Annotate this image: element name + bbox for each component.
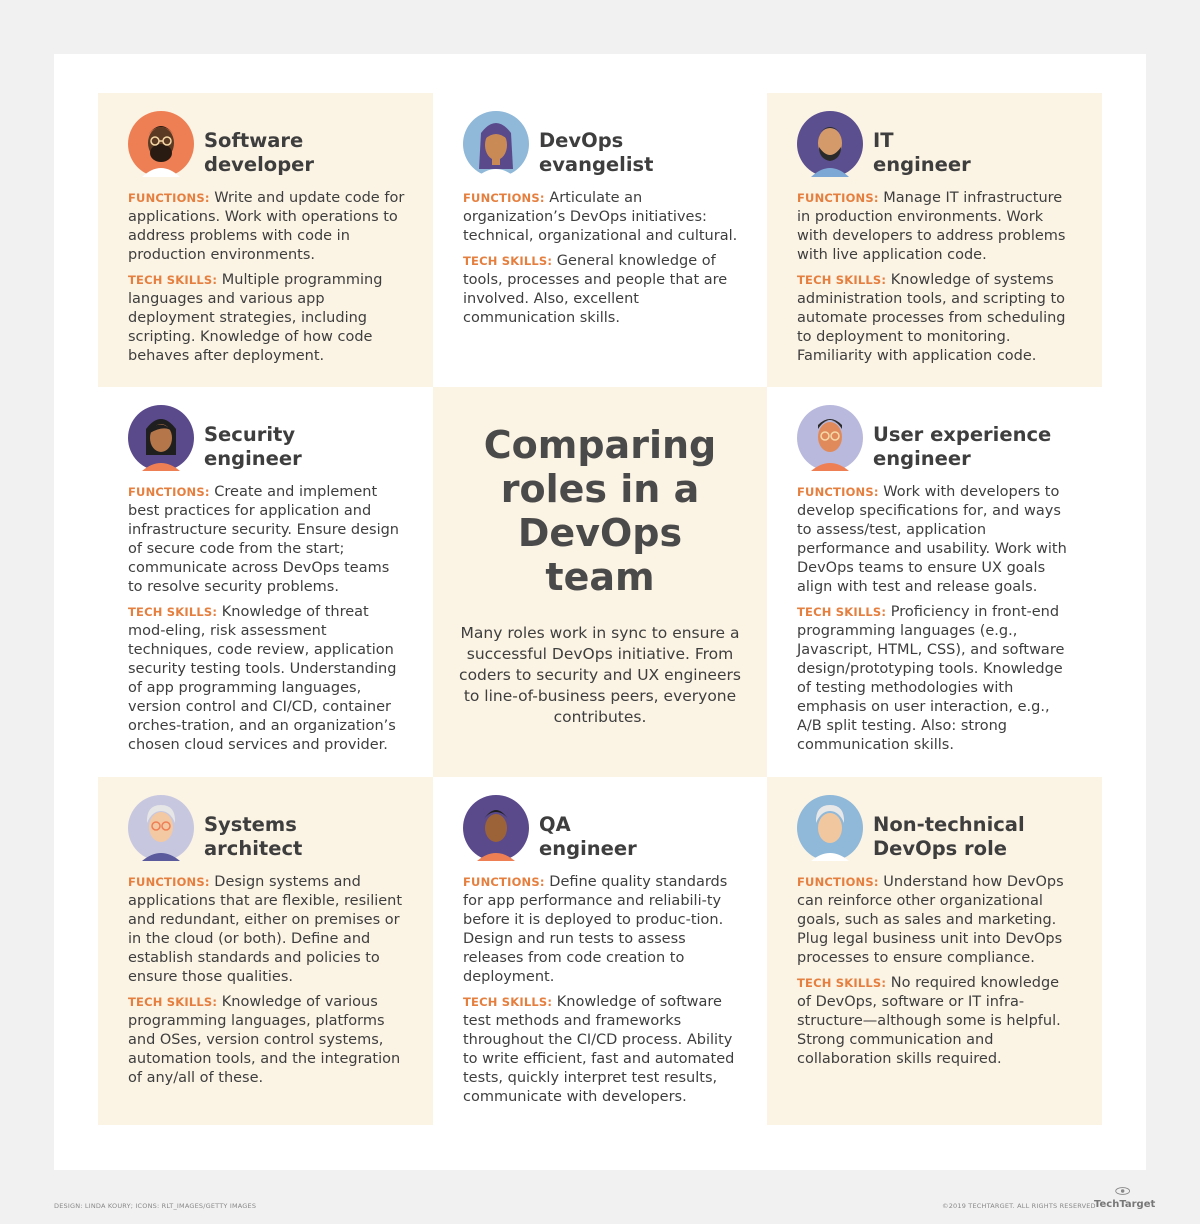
role-title: User experience engineer [873,423,1052,470]
techtarget-logo [1094,1184,1156,1214]
functions-text: FUNCTIONS: Design systems and applications that are flexible, resilient and redundant, either on premises or in the cloud (or both). Define and establish standards and policies to ensure those qualities. [128,874,403,985]
tech-skills-label: TECH SKILLS: [797,273,887,287]
role-card-non-technical-role [767,777,1102,1125]
systems-architect-avatar [128,795,194,861]
role-card-software-developer [98,93,433,387]
functions-text: FUNCTIONS: Articulate an organization’s DevOps initiatives: technical, organizational and cultural. [463,190,738,244]
functions-text: FUNCTIONS: Work with developers to develop specifications for, and ways to assess/test, application performance and usability. Work with DevOps teams to ensure UX goals align with test and release goals. [797,484,1067,595]
devops-evangelist-avatar [463,111,529,177]
tech-skills-label: TECH SKILLS: [463,995,553,1009]
functions-text: FUNCTIONS: Understand how DevOps can reinforce other organizational goals, such as sales and marketing. Plug legal business unit into DevOps processes to ensure compliance. [797,874,1064,966]
tech-skills-label: TECH SKILLS: [463,254,553,268]
role-card-ux-engineer [767,387,1102,777]
security-engineer-avatar [128,405,194,471]
role-title: Software developer [204,129,315,176]
page-subtitle: Many roles work in sync to ensure a successful DevOps initiative. From coders to security and UX engineers to line-of-business peers, everyone contributes. [459,624,741,726]
role-title: DevOps evangelist [539,129,654,176]
copyright-notice: ©2019 TECHTARGET. ALL RIGHTS RESERVED [942,1202,1096,1210]
functions-label: FUNCTIONS: [128,875,210,889]
qa-engineer-avatar [463,795,529,861]
functions-label: FUNCTIONS: [128,191,210,205]
role-card-systems-architect [98,777,433,1125]
tech-skills-text: TECH SKILLS: No required knowledge of DevOps, software or IT infra-structure—although some is helpful. Strong communication and collaboration skills required. [797,975,1061,1067]
tech-skills-text: TECH SKILLS: Knowledge of threat mod-eling, risk assessment techniques, code review, application security testing tools. Understanding of app programming languages, version control and CI/CD, container orches-tration, and an organization’s chosen cloud services and provider. [128,604,397,753]
tech-skills-label: TECH SKILLS: [128,995,218,1009]
logo-text: TechTarget [1094,1199,1156,1210]
functions-label: FUNCTIONS: [797,191,879,205]
functions-text: FUNCTIONS: Manage IT infrastructure in production environments. Work with developers to address problems with live application code. [797,190,1066,263]
tech-skills-text: TECH SKILLS: Proficiency in front-end programming languages (e.g., Javascript, HTML, CSS), and software design/prototyping tools. Knowledge of testing methodologies with emphasis on user interaction, e.g., A/B split testing. Also: strong communication skills. [797,604,1065,753]
functions-text: FUNCTIONS: Create and implement best practices for application and infrastructure security. Ensure design of secure code from the start; communicate across DevOps teams to resolve security problems. [128,484,399,595]
software-developer-avatar [128,111,194,177]
functions-text: FUNCTIONS: Write and update code for applications. Work with operations to address problems with code in production environments. [128,190,405,263]
ux-engineer-avatar [797,405,863,471]
design-credit: DESIGN: LINDA KOURY; ICONS: RLT_IMAGES/GETTY IMAGES [54,1202,257,1210]
functions-label: FUNCTIONS: [797,485,879,499]
functions-label: FUNCTIONS: [463,875,545,889]
non-technical-role-avatar [797,795,863,861]
role-title: Non-technical DevOps role [873,813,1025,860]
tech-skills-text: TECH SKILLS: Knowledge of software test methods and frameworks throughout the CI/CD process. Ability to write efficient, fast and automated tests, quickly interpret test results, communicate with developers. [463,994,735,1105]
role-card-qa-engineer [433,777,768,1125]
infographic-panel [54,54,1146,1170]
role-card-devops-evangelist [433,93,768,387]
page-title: Comparing roles in a DevOps team [483,423,717,599]
tech-skills-label: TECH SKILLS: [797,605,887,619]
functions-text: FUNCTIONS: Define quality standards for app performance and reliabili-ty before it is deployed to produc-tion. Design and run tests to assess releases from code creation to deployment. [463,874,728,985]
tech-skills-text: TECH SKILLS: Knowledge of various programming languages, platforms and OSes, version control systems, automation tools, and the integration of any/all of these. [128,994,401,1086]
role-title: Systems architect [204,813,303,860]
tech-skills-text: TECH SKILLS: Knowledge of systems administration tools, and scripting to automate processes from scheduling to deployment to monitoring. Familiarity with application code. [797,272,1066,364]
role-card-it-engineer [767,93,1102,387]
role-title: QA engineer [539,813,637,860]
functions-label: FUNCTIONS: [128,485,210,499]
tech-skills-label: TECH SKILLS: [797,976,887,990]
tech-skills-label: TECH SKILLS: [128,273,218,287]
role-title: IT engineer [873,129,971,176]
role-card-security-engineer [98,387,433,777]
tech-skills-label: TECH SKILLS: [128,605,218,619]
tech-skills-text: TECH SKILLS: General knowledge of tools, processes and people that are involved. Also, excellent communication skills. [463,253,728,326]
role-title: Security engineer [204,423,302,470]
functions-label: FUNCTIONS: [797,875,879,889]
eye-logo-icon [1114,1184,1144,1198]
tech-skills-text: TECH SKILLS: Multiple programming languages and various app deployment strategies, including scripting. Knowledge of how code behaves after deployment. [128,272,383,364]
functions-label: FUNCTIONS: [463,191,545,205]
center-intro [433,387,767,777]
it-engineer-avatar [797,111,863,177]
